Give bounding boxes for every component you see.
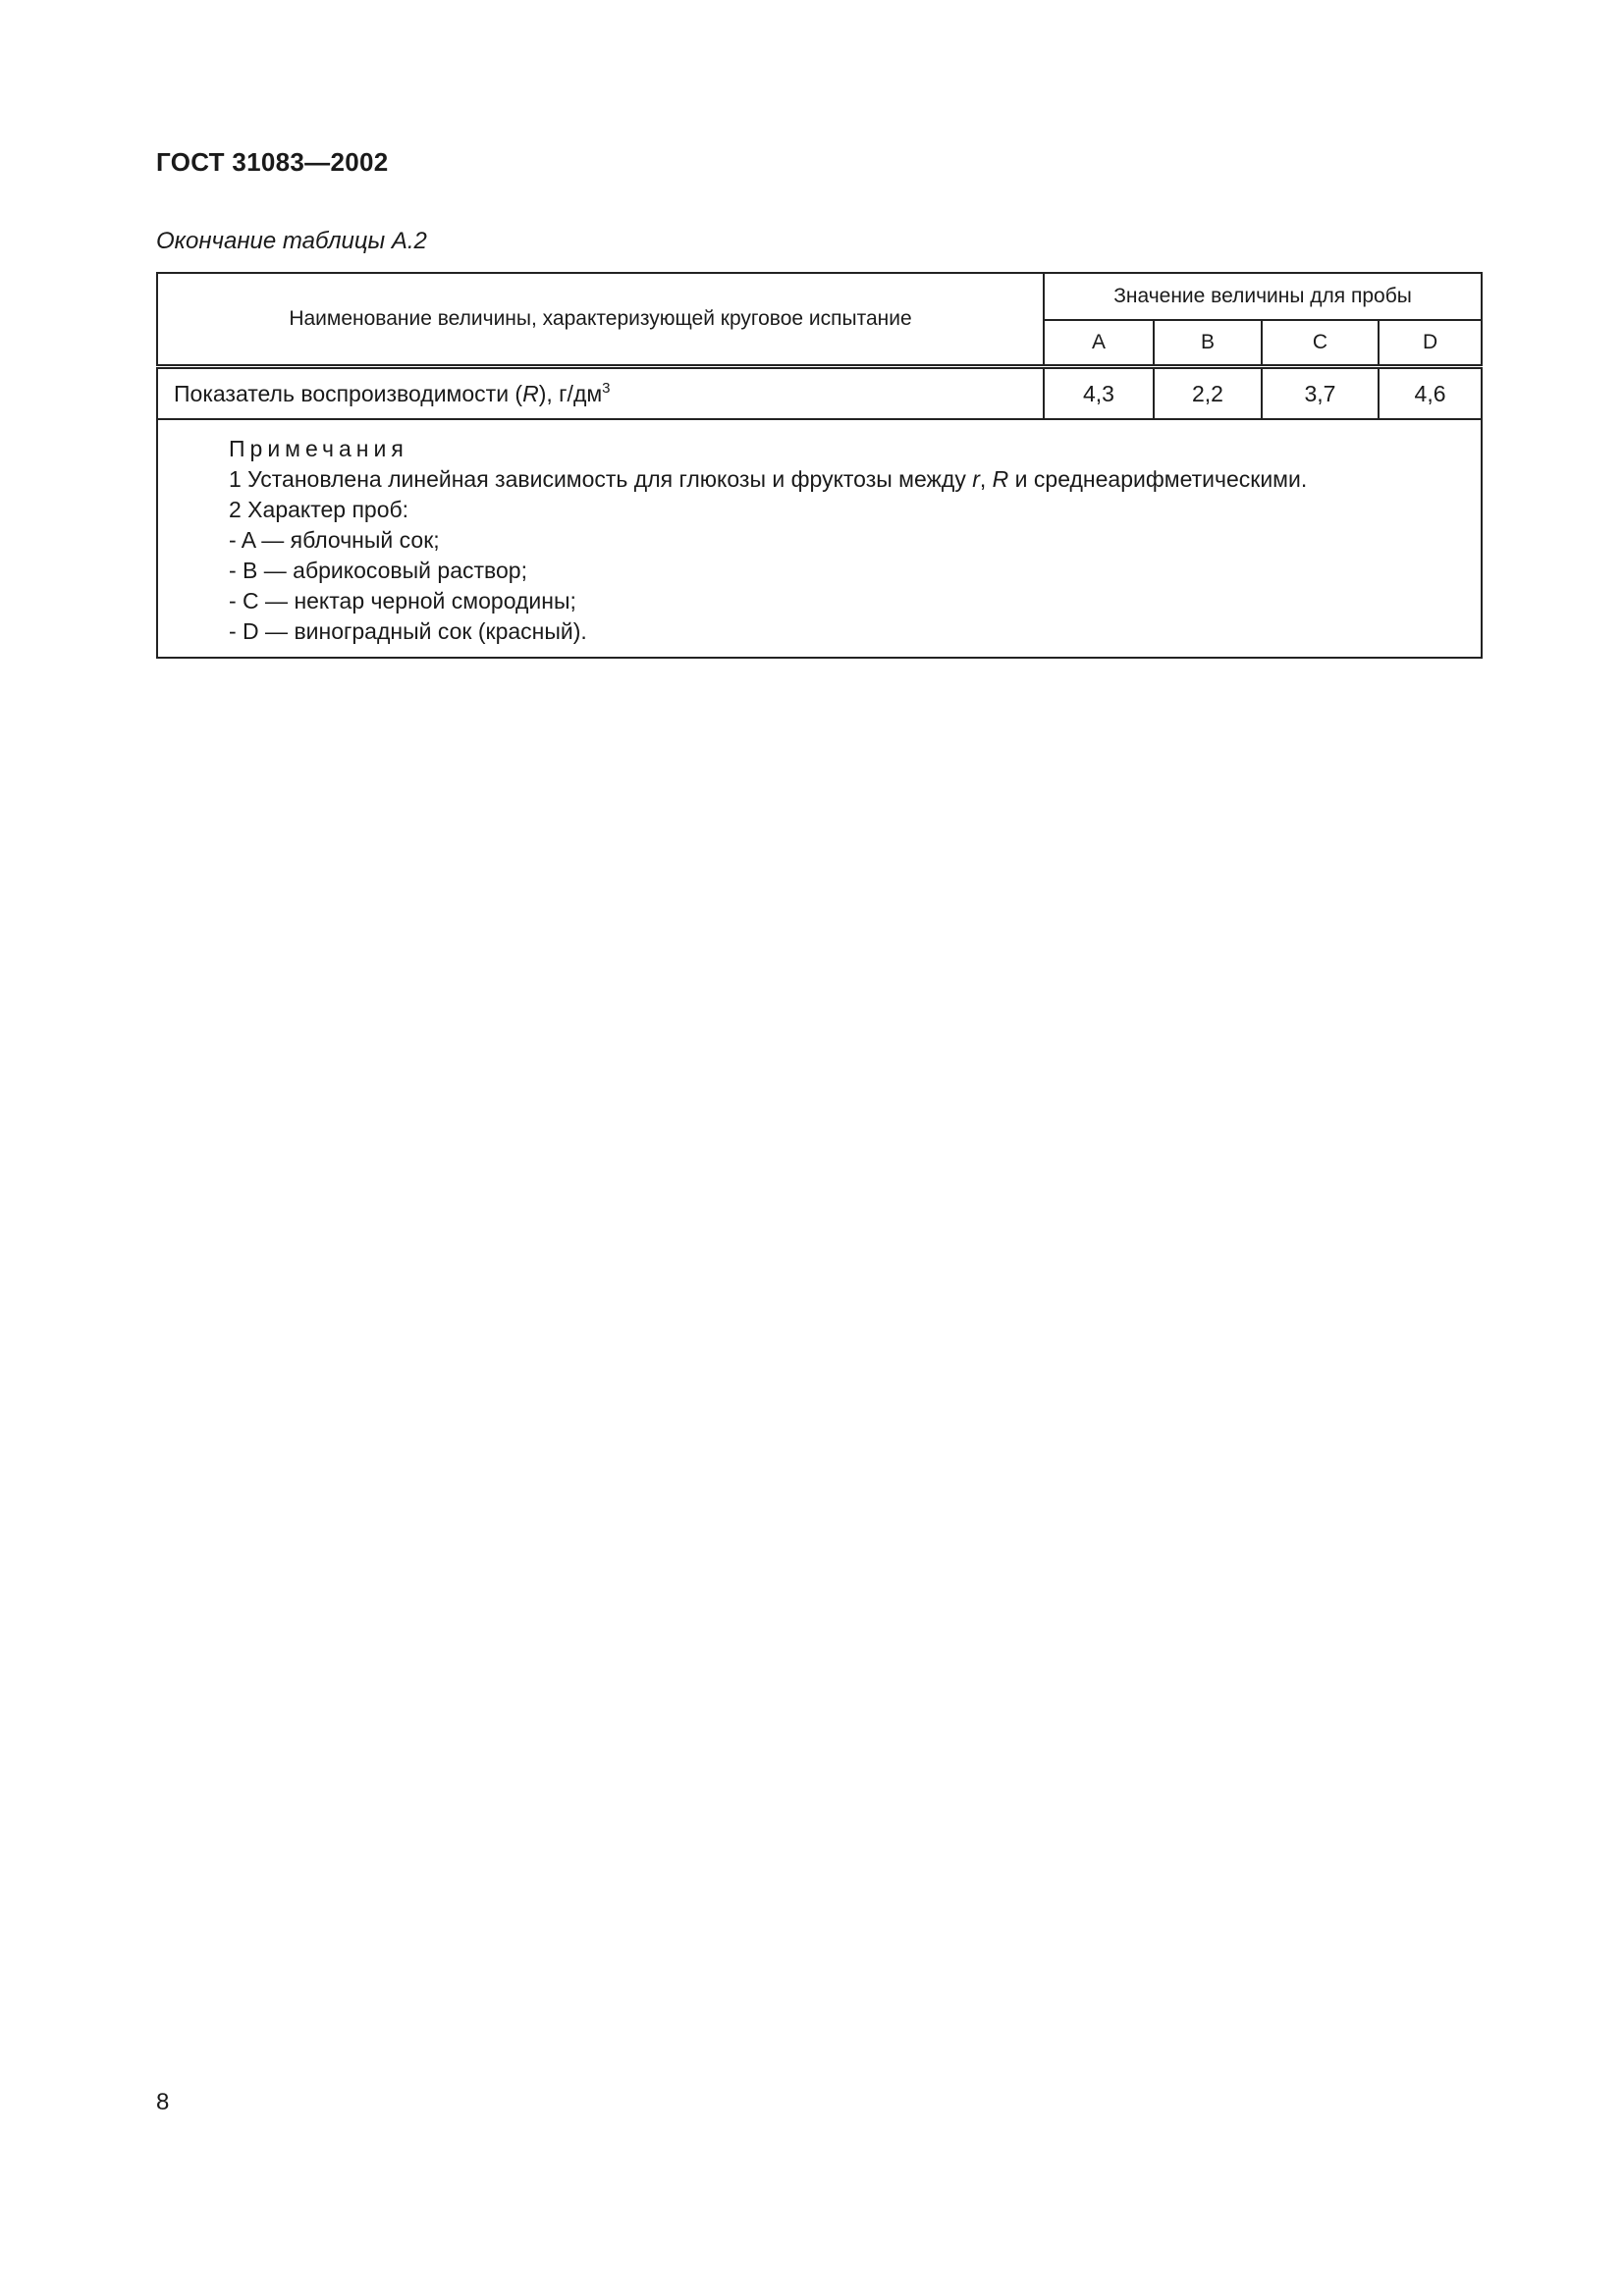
column-header-group: Значение величины для пробы — [1044, 273, 1482, 320]
table-header-row — [157, 273, 1482, 320]
column-header-name: Наименование величины, характеризующей круговое испытание — [157, 273, 1044, 367]
value-b: 2,2 — [1154, 367, 1262, 420]
row-label-suffix: ), г/дм — [538, 380, 603, 406]
note-1-separator: , — [979, 466, 993, 492]
data-table — [156, 272, 1483, 659]
list-item: - B — абрикосовый раствор; — [229, 558, 527, 583]
note-1-prefix: 1 Установлена линейная зависимость для глюкозы и фруктозы между — [229, 466, 973, 492]
value-d: 4,6 — [1379, 367, 1482, 420]
value-a: 4,3 — [1044, 367, 1154, 420]
note-1-symbol-R: R — [992, 466, 1009, 492]
row-label-superscript: 3 — [602, 379, 611, 397]
table-caption: Окончание таблицы А.2 — [156, 228, 427, 254]
sample-header-c: C — [1262, 320, 1379, 367]
note-1 — [229, 464, 1481, 495]
table-row — [157, 367, 1482, 420]
note-1-symbol-r: r — [972, 466, 980, 492]
row-label — [157, 367, 1044, 420]
row-label-prefix: Показатель воспроизводимости ( — [174, 380, 523, 406]
page-number: 8 — [156, 2089, 170, 2115]
notes-cell — [157, 419, 1482, 658]
notes-title: Примечания — [229, 436, 408, 461]
row-label-symbol: R — [522, 380, 539, 406]
value-c: 3,7 — [1262, 367, 1379, 420]
document-id: ГОСТ 31083—2002 — [156, 147, 389, 177]
sample-header-d: D — [1379, 320, 1482, 367]
note-2: 2 Характер проб: — [229, 497, 409, 522]
sample-header-a: A — [1044, 320, 1154, 367]
list-item: - C — нектар черной смородины; — [229, 588, 576, 614]
list-item: - A — яблочный сок; — [229, 527, 440, 553]
note-1-suffix: и среднеарифметическими. — [1008, 466, 1308, 492]
sample-header-b: B — [1154, 320, 1262, 367]
list-item: - D — виноградный сок (красный). — [229, 618, 587, 644]
notes-row — [157, 419, 1482, 658]
